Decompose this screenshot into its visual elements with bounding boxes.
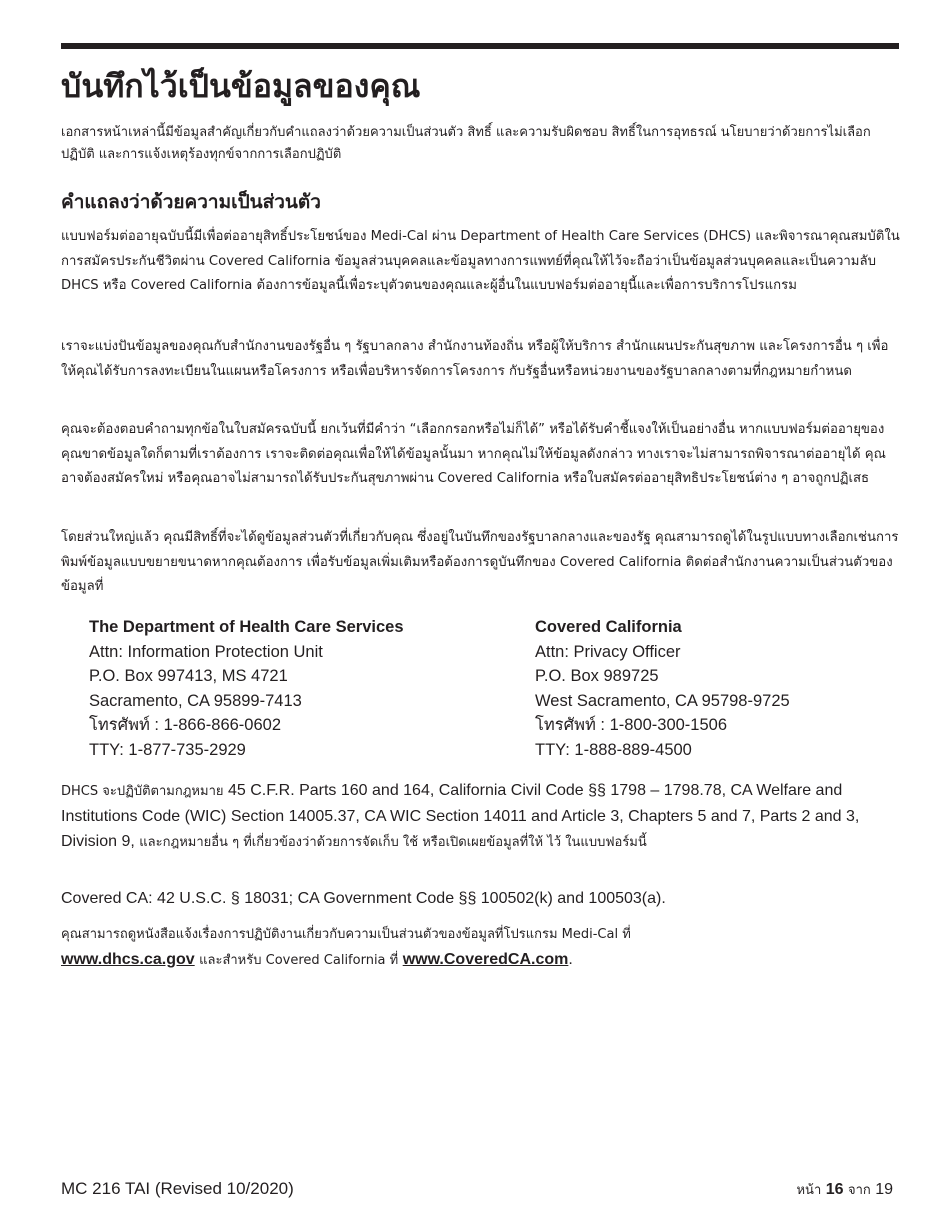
contact-po-box: P.O. Box 997413, MS 4721 (89, 667, 288, 686)
page-title: บันทึกไว้เป็นข้อมูลของคุณ (61, 67, 421, 105)
contact-city: West Sacramento, CA 95798-9725 (535, 691, 790, 710)
page-number (796, 1179, 893, 1200)
covered-california-contact-block (535, 615, 790, 763)
page-label: หน้า (796, 1183, 822, 1198)
dhcs-legal-laws: 45 C.F.R. Parts 160 and 164, California Civil Code §§ 1798 – 1798.78, CA Welfare and Institutions Code (WIC) Section 14005.37, CA WIC Section 14011 and Article 3, Chapters 5 and 7, Parts 2 and 3, Division 9, (61, 782, 860, 850)
form-id: MC 216 TAI (Revised 10/2020) (61, 1179, 294, 1198)
page-of-label: จาก (847, 1183, 871, 1198)
contact-org: Covered California (535, 618, 682, 636)
covered-ca-legal-text: Covered CA: 42 U.S.C. § 18031; CA Government Code §§ 100502(k) and 100503(a). (61, 890, 666, 907)
privacy-notice-middle: และสำหรับ Covered California ที่ (199, 953, 399, 968)
privacy-paragraph-4: โดยส่วนใหญ่แล้ว คุณมีสิทธิ์ที่จะได้ดูข้อมูลส่วนตัวที่เกี่ยวกับคุณ ซึ่งอยู่ในบันทึกของรัฐบาลกลางและของรัฐ คุณสามารถดูได้ในรูปแบบทางเลือกเช่นการพิมพ์ข้อมูลแบบขยายขนาดหากคุณต้องการ เพื่อรับข้อมูลเพิ่มเติมหรือต้องการดูบันทึกของ Covered California ติดต่อสำนักงานความเป็นส่วนตัวของข้อมูลที่ (61, 530, 899, 594)
contact-phone: โทรศัพท์ : 1-800-300-1506 (535, 716, 728, 735)
privacy-paragraph-1: แบบฟอร์มต่ออายุฉบับนี้มีเพื่อต่ออายุสิทธิ์ประโยชน์ของ Medi-Cal ผ่าน Department of Health Care Services (DHCS) และพิจารณาคุณสมบัติในการสมัครประกันชีวิตผ่าน Covered California ข้อมูลส่วนบุคคลและข้อมูลทางการแพทย์ที่คุณให้ไว้จะถือว่าเป็นข้อมูลส่วนบุคคลและเป็นความลับ DHCS หรือ Covered California ต้องการข้อมูลนี้เพื่อระบุตัวตนของคุณและผู้อื่นในแบบฟอร์มต่ออายุนี้และเพื่อการบริการโปรแกรม (61, 229, 900, 293)
top-rule (61, 43, 899, 49)
page-current: 16 (825, 1181, 844, 1198)
contact-phone: โทรศัพท์ : 1-866-866-0602 (89, 716, 282, 735)
contact-po-box: P.O. Box 989725 (535, 667, 659, 686)
contact-tty: TTY: 1-877-735-2929 (89, 740, 246, 759)
contact-org: The Department of Health Care Services (89, 618, 404, 636)
page-total: 19 (875, 1181, 893, 1198)
privacy-notice-text: คุณสามารถดูหนังสือแจ้งเรื่องการปฏิบัติงานเกี่ยวกับความเป็นส่วนตัวของข้อมูลที่โปรแกรม Medi-Cal ที่ www.dhcs.ca.gov และสำหรับ Covered California ที่ www.CoveredCA.com. (61, 927, 631, 968)
contact-tty: TTY: 1-888-889-4500 (535, 740, 692, 759)
privacy-paragraph-2: เราจะแบ่งปันข้อมูลของคุณกับสำนักงานของรัฐอื่น ๆ รัฐบาลกลาง สำนักงานท้องถิ่น หรือผู้ให้บริการ สำนักแผนประกันสุขภาพ และโครงการอื่น ๆ เพื่อให้คุณได้รับการลงทะเบียนในแผนหรือโครงการ หรือเพื่อบริหารจัดการโครงการ กับรัฐอื่นหรือหน่วยงานของรัฐบาลกลางตามที่กฎหมายกำหนด (61, 339, 889, 379)
contact-attn: Attn: Privacy Officer (535, 642, 681, 661)
privacy-heading: คำแถลงว่าด้วยความเป็นส่วนตัว (61, 191, 321, 213)
dhcs-legal-prefix: DHCS จะปฏิบัติตามกฎหมาย (61, 784, 224, 799)
privacy-notice-prefix: คุณสามารถดูหนังสือแจ้งเรื่องการปฏิบัติงานเกี่ยวกับความเป็นส่วนตัวของข้อมูลที่โปรแกรม Medi-Cal ที่ (61, 927, 631, 942)
dhcs-contact-block (89, 615, 404, 763)
privacy-paragraph-3: คุณจะต้องตอบคำถามทุกข้อในใบสมัครฉบับนี้ ยกเว้นที่มีคำว่า “เลือกกรอกหรือไม่ก็ได้” หรือได้รับคำชี้แจงให้เป็นอย่างอื่น หากแบบฟอร์มต่ออายุของคุณขาดข้อมูลใดก็ตามที่เราต้องการ เราจะติดต่อคุณเพื่อให้ได้ข้อมูลนั้นมา หากคุณไม่ให้ข้อมูลดังกล่าว ทางเราจะไม่สามารถพิจารณาต่ออายุได้ คุณอาจต้องสมัครใหม่ หรือคุณอาจไม่สามารถได้รับประกันสุขภาพผ่าน Covered California หรือใบสมัครต่ออายุสิทธิประโยชน์ต่าง ๆ อาจถูกปฏิเสธ (61, 422, 886, 486)
coveredca-website-link[interactable]: www.CoveredCA.com (402, 951, 569, 968)
dhcs-legal-suffix: และกฎหมายอื่น ๆ ที่เกี่ยวข้องว่าด้วยการจัดเก็บ ใช้ หรือเปิดเผยข้อมูลที่ให้ ไว้ ในแบบฟอร์มนี้ (139, 835, 647, 850)
dhcs-legal-text (61, 778, 901, 855)
contact-attn: Attn: Information Protection Unit (89, 642, 323, 661)
contact-city: Sacramento, CA 95899-7413 (89, 691, 302, 710)
dhcs-website-link[interactable]: www.dhcs.ca.gov (61, 951, 195, 968)
intro-text: เอกสารหน้าเหล่านี้มีข้อมูลสำคัญเกี่ยวกับคำแถลงว่าด้วยความเป็นส่วนตัว สิทธิ์ และความรับผิดชอบ สิทธิ์ในการอุทธรณ์ นโยบายว่าด้วยการไม่เลือกปฏิบัติ และการแจ้งเหตุร้องทุกข์จากการเลือกปฏิบัติ (61, 125, 871, 162)
